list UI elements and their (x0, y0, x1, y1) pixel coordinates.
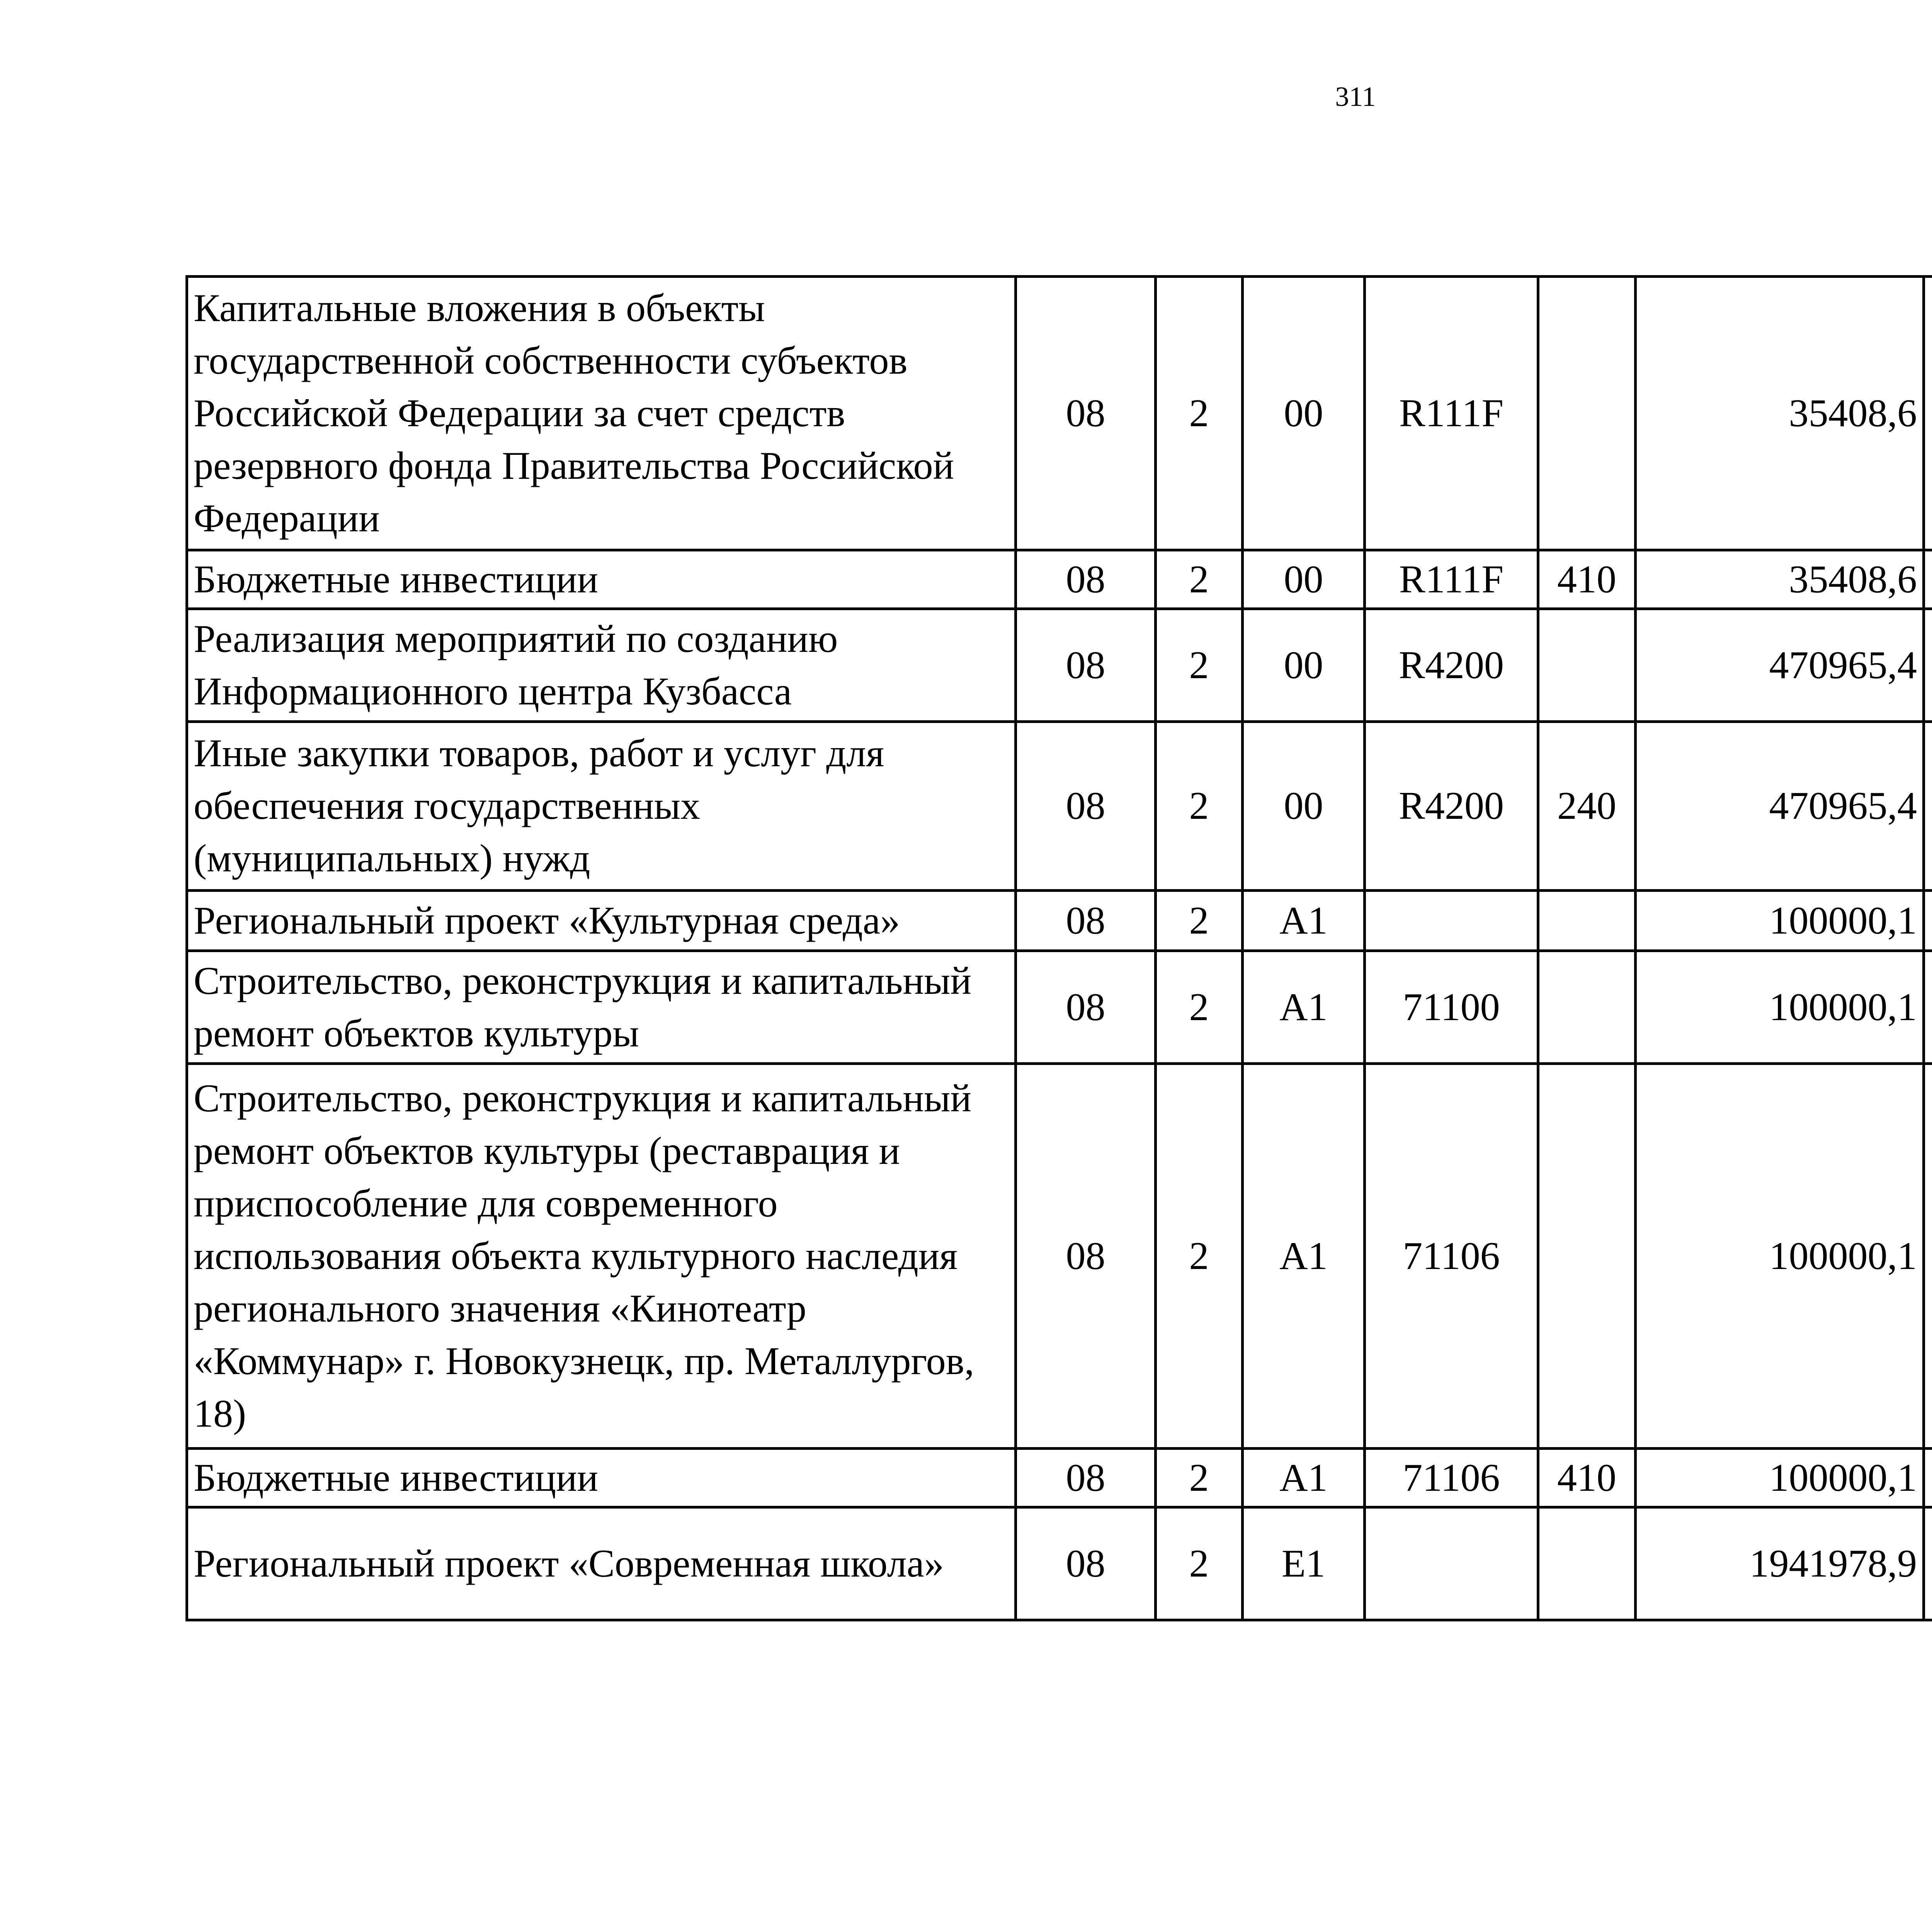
amount-year-2 (1924, 722, 1932, 891)
program-code: 2 (1156, 550, 1243, 609)
table-row (187, 951, 1932, 1064)
amount-year-2 (1924, 1064, 1932, 1449)
program-code: 2 (1156, 1449, 1243, 1507)
row-name: Бюджетные инвестиции (187, 1449, 1016, 1507)
expense-type-code (1538, 277, 1636, 550)
subprogram-code: 00 (1243, 550, 1365, 609)
amount-year-2 (1924, 550, 1932, 609)
subprogram-code: A1 (1243, 891, 1365, 951)
table-row (187, 550, 1932, 609)
program-code: 2 (1156, 951, 1243, 1064)
amount-year-1: 100000,1 (1636, 891, 1924, 951)
amount-year-2 (1924, 277, 1932, 550)
program-code: 2 (1156, 1507, 1243, 1620)
row-name: Реализация мероприятий по созданию Информационного центра Кузбасса (187, 609, 1016, 722)
amount-year-1: 470965,4 (1636, 609, 1924, 722)
section-code: 08 (1016, 891, 1156, 951)
subprogram-code: 00 (1243, 277, 1365, 550)
direction-code (1365, 891, 1538, 951)
subprogram-code: 00 (1243, 609, 1365, 722)
program-code: 2 (1156, 609, 1243, 722)
direction-code: R4200 (1365, 609, 1538, 722)
section-code: 08 (1016, 1507, 1156, 1620)
page-number: 311 (1335, 81, 1376, 112)
direction-code: 71106 (1365, 1064, 1538, 1449)
expense-type-code (1538, 1064, 1636, 1449)
amount-year-1: 35408,6 (1636, 550, 1924, 609)
table-row (187, 722, 1932, 891)
table-row (187, 1449, 1932, 1507)
section-code: 08 (1016, 550, 1156, 609)
table-row (187, 1064, 1932, 1449)
subprogram-code: 00 (1243, 722, 1365, 891)
row-name: Региональный проект «Культурная среда» (187, 891, 1016, 951)
amount-year-1: 35408,6 (1636, 277, 1924, 550)
expense-type-code (1538, 1507, 1636, 1620)
row-name: Капитальные вложения в объекты государственной собственности субъектов Российской Федерации за счет средств резервного фонда Правительства Российской Федерации (187, 277, 1016, 550)
amount-year-2 (1924, 951, 1932, 1064)
amount-year-1: 1941978,9 (1636, 1507, 1924, 1620)
direction-code: 71106 (1365, 1449, 1538, 1507)
subprogram-code: A1 (1243, 1064, 1365, 1449)
amount-year-1: 470965,4 (1636, 722, 1924, 891)
row-name: Строительство, реконструкция и капитальный ремонт объектов культуры (реставрация и приспособление для современного использования объекта культурного наследия регионального значения «Кинотеатр «Коммунар» г. Новокузнецк, пр. Металлургов, 18) (187, 1064, 1016, 1449)
section-code: 08 (1016, 951, 1156, 1064)
expense-type-code (1538, 951, 1636, 1064)
row-name: Бюджетные инвестиции (187, 550, 1016, 609)
direction-code: R111F (1365, 277, 1538, 550)
amount-year-1: 100000,1 (1636, 951, 1924, 1064)
section-code: 08 (1016, 1064, 1156, 1449)
expense-type-code (1538, 891, 1636, 951)
program-code: 2 (1156, 277, 1243, 550)
program-code: 2 (1156, 1064, 1243, 1449)
row-name: Иные закупки товаров, работ и услуг для обеспечения государственных (муниципальных) нужд (187, 722, 1016, 891)
section-code: 08 (1016, 722, 1156, 891)
direction-code: R111F (1365, 550, 1538, 609)
direction-code: R4200 (1365, 722, 1538, 891)
table-row (187, 277, 1932, 550)
amount-year-1: 100000,1 (1636, 1064, 1924, 1449)
program-code: 2 (1156, 891, 1243, 951)
section-code: 08 (1016, 609, 1156, 722)
table-row (187, 891, 1932, 951)
row-name: Строительство, реконструкция и капитальный ремонт объектов культуры (187, 951, 1016, 1064)
direction-code: 71100 (1365, 951, 1538, 1064)
subprogram-code: A1 (1243, 1449, 1365, 1507)
expense-type-code: 410 (1538, 550, 1636, 609)
expense-type-code: 240 (1538, 722, 1636, 891)
expense-type-code: 410 (1538, 1449, 1636, 1507)
row-name: Региональный проект «Современная школа» (187, 1507, 1016, 1620)
budget-table (185, 275, 1932, 1621)
direction-code (1365, 1507, 1538, 1620)
program-code: 2 (1156, 722, 1243, 891)
amount-year-2 (1924, 609, 1932, 722)
section-code: 08 (1016, 277, 1156, 550)
section-code: 08 (1016, 1449, 1156, 1507)
table-row (187, 609, 1932, 722)
amount-year-2 (1924, 1507, 1932, 1620)
table-row (187, 1507, 1932, 1620)
expense-type-code (1538, 609, 1636, 722)
amount-year-2 (1924, 891, 1932, 951)
amount-year-2 (1924, 1449, 1932, 1507)
subprogram-code: E1 (1243, 1507, 1365, 1620)
subprogram-code: A1 (1243, 951, 1365, 1064)
amount-year-1: 100000,1 (1636, 1449, 1924, 1507)
